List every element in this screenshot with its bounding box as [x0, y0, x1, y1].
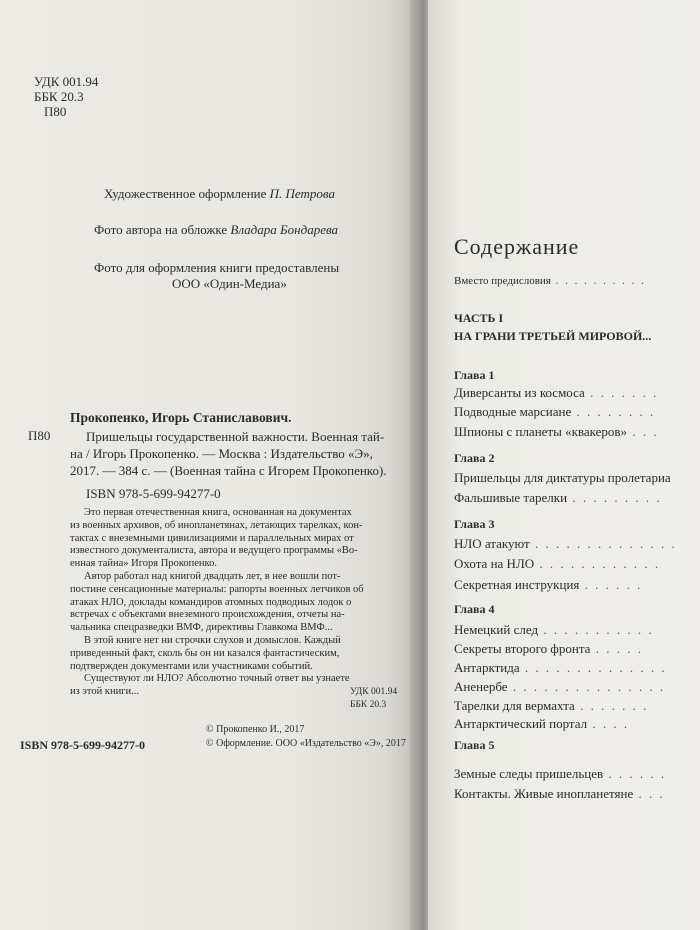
photo-credit — [94, 222, 338, 237]
toc-item-label: Охота на НЛО — [454, 556, 535, 571]
toc-item: Тарелки для вермахта . . . . . . . — [454, 698, 649, 713]
isbn-record: ISBN 978-5-699-94277-0 — [86, 486, 221, 501]
toc-item: Аненербе . . . . . . . . . . . . . . . — [454, 679, 666, 694]
toc-item: Диверсанты из космоса . . . . . . . — [454, 385, 659, 400]
photo-name: Владара Бондарева — [230, 222, 339, 237]
toc-chapter-label: Глава 5 — [454, 738, 495, 752]
toc-item: Охота на НЛО . . . . . . . . . . . . — [454, 556, 661, 571]
annotation-line: Существуют ли НЛО? Абсолютно точный ответ вы узнаете — [84, 673, 350, 685]
toc-item-label: Шпионы с планеты «квакеров» — [454, 424, 628, 439]
biblio-line: на / Игорь Прокопенко. — Москва : Издательство «Э», — [70, 446, 373, 461]
author-heading: Прокопенко, Игорь Станиславович. — [70, 410, 292, 425]
photos-credit-line1: Фото для оформления книги предоставлены — [94, 260, 340, 275]
annotation-line: постине сенсационные материалы: рапорты военных летчиков об — [70, 583, 364, 595]
toc-item-label: Фальшивые тарелки — [454, 490, 568, 505]
toc-title: Содержание — [454, 234, 580, 259]
toc-item-label: Диверсанты из космоса — [454, 385, 585, 400]
toc-item-label: Тарелки для вермахта — [454, 698, 575, 713]
annotation-line: из этой книги... — [70, 686, 139, 698]
toc-item: Подводные марсиане . . . . . . . . — [454, 404, 656, 419]
toc-part: ЧАСТЬ I — [454, 311, 504, 325]
toc-item — [454, 470, 671, 486]
bbk-code: ББК 20.3 — [34, 89, 84, 104]
toc-item: Антарктида . . . . . . . . . . . . . . — [454, 660, 667, 675]
toc-item: Фальшивые тарелки . . . . . . . . . — [454, 490, 662, 505]
annotation-line: тактах с внеземными цивилизациями и параллельных мирах от — [70, 532, 354, 544]
toc-item: Контакты. Живые инопланетяне . . . — [454, 786, 665, 801]
toc-item-label: Секреты второго фронта — [454, 641, 591, 656]
copyright-author: © Прокопенко И., 2017 — [206, 724, 305, 735]
photos-credit-line2: ООО «Один-Медиа» — [172, 276, 287, 291]
toc-item-label: Подводные марсиане — [454, 404, 572, 419]
design-credit — [104, 186, 335, 201]
annotation-line: подтвержден документами или участниками событий. — [70, 660, 313, 672]
annotation-line: енная тайна» Игоря Прокопенко. — [70, 558, 217, 570]
design-label: Художественное оформление — [104, 186, 267, 201]
toc-item-label: Аненербе — [454, 679, 508, 694]
photo-label: Фото автора на обложке — [94, 222, 228, 237]
design-name: П. Петрова — [269, 186, 335, 201]
toc-item: Шпионы с планеты «квакеров» . . . — [454, 424, 659, 439]
toc-chapter-label: Глава 2 — [454, 451, 495, 465]
bbk-small: ББК 20.3 — [350, 700, 387, 710]
toc-item-label: НЛО атакуют — [454, 536, 530, 551]
toc-item-label: Секретная инструкция — [454, 577, 580, 592]
toc-item-label: Немецкий след — [454, 622, 539, 637]
bibliographic-record — [70, 428, 387, 479]
toc-item-label: Антарктический портал — [454, 716, 588, 731]
toc-chapter-label: Глава 3 — [454, 517, 495, 531]
annotation-line: приведенный факт, сколь бы он ни казался фантастическим, — [70, 647, 340, 659]
annotation-line: В этой книге нет ни строчки слухов и домыслов. Каждый — [84, 634, 341, 646]
toc-item-label: Земные следы пришельцев — [454, 766, 604, 781]
toc-item-label: Пришельцы для диктатуры пролетариа — [454, 470, 671, 485]
toc-item-label: Антарктида — [454, 660, 520, 675]
toc-chapter-label: Глава 1 — [454, 368, 495, 382]
toc-preface-label: Вместо предисловия — [454, 275, 551, 287]
biblio-line: Пришельцы государственной важности. Военная тай- — [86, 429, 385, 444]
biblio-line: 2017. — 384 с. — (Военная тайна с Игорем Прокопенко). — [70, 463, 387, 478]
copyright-design: © Оформление. ООО «Издательство «Э», 2017 — [206, 738, 406, 749]
toc-chapter-label: Глава 4 — [454, 602, 495, 616]
toc-item-label: Контакты. Живые инопланетяне — [454, 786, 634, 801]
annotation — [70, 507, 364, 699]
toc-item: Секреты второго фронта . . . . . — [454, 641, 643, 656]
annotation-line: встречах с объектами внеземного происхождения, отчеты на- — [70, 609, 345, 621]
isbn-bottom: ISBN 978-5-699-94277-0 — [20, 738, 145, 752]
annotation-line: атаках НЛО, доклады командиров атомных подводных лодок о — [70, 596, 352, 608]
annotation-line: Это первая отечественная книга, основанная на документах — [84, 507, 352, 518]
udk-code: УДК 001.94 — [34, 74, 99, 89]
annotation-line: известного документалиста, автора и ведущего программы «Во- — [70, 545, 358, 557]
toc-item: Секретная инструкция . . . . . . — [454, 577, 643, 592]
annotation-line: из военных архивов, об инопланетянах, летающих тарелках, кон- — [70, 519, 363, 531]
toc-item: Немецкий след . . . . . . . . . . . — [454, 622, 654, 637]
udk-small: УДК 001.94 — [350, 687, 398, 697]
toc-preface: Вместо предисловия . . . . . . . . . . — [454, 275, 646, 287]
margin-code: П80 — [28, 428, 51, 443]
annotation-line: чальника спецразведки ВМФ, директивы Главкома ВМФ... — [70, 622, 333, 634]
toc-item: Земные следы пришельцев . . . . . . — [454, 766, 667, 781]
toc-part-title: НА ГРАНИ ТРЕТЬЕЙ МИРОВОЙ... — [454, 329, 652, 343]
toc-item: НЛО атакуют . . . . . . . . . . . . . . — [454, 536, 677, 551]
toc-item: Антарктический портал . . . . — [454, 716, 630, 731]
annotation-line: Автор работал над книгой двадцать лет, в нее вошли пот- — [84, 570, 341, 582]
author-mark: П80 — [44, 104, 67, 119]
